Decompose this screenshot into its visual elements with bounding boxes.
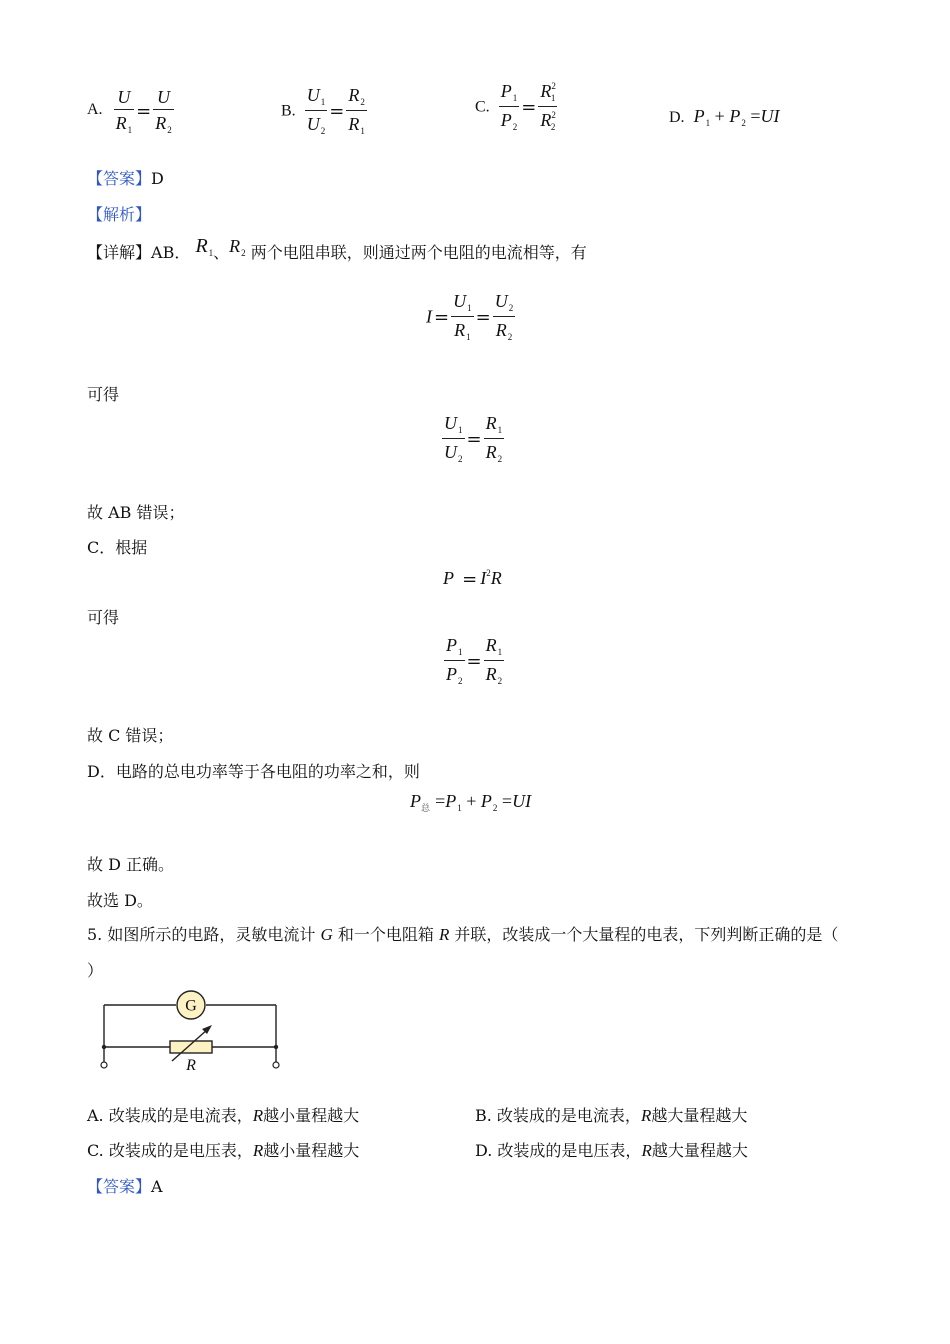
analysis-tag: 【解析】 [87, 205, 152, 224]
q5-option-c [87, 1138, 359, 1161]
detail-prefix: AB． [151, 243, 191, 262]
option-d [669, 106, 779, 128]
d-right: 故 D 正确。 [87, 855, 175, 874]
q5-option-a [87, 1103, 359, 1126]
q5-option-b-text1: B. 改装成的是电流表， [475, 1106, 641, 1125]
q5-option-c-text2: 越小量程越大 [263, 1141, 360, 1160]
option-d-label: D. [669, 109, 685, 126]
answer-value: D [151, 169, 164, 188]
option-a: A. $\frac{U}{R_1}$ = $\frac{U}{R_2}$ [87, 87, 172, 135]
q5-option-a-text2: 越小量程越大 [263, 1106, 360, 1125]
kede-2: 可得 [87, 608, 120, 627]
q5-option-c-r: R [252, 1141, 264, 1160]
q5-option-d [475, 1138, 748, 1161]
q5-answer-tag: 【答案】 [87, 1177, 152, 1196]
option-c-label: C. [475, 98, 490, 116]
option-a-label: A. [87, 101, 103, 118]
option-b-label: B. [281, 102, 296, 120]
circuit-diagram [96, 990, 286, 1075]
q5-answer [87, 1174, 163, 1197]
option-a-formula-left: $\frac{U}{R_1}$ [115, 87, 133, 135]
q5-stem-part1: 5. 如图所示的电路，灵敏电流计 [87, 925, 316, 944]
option-d-formula: $P_1 + P_2 =UI$ [693, 106, 780, 128]
ab-wrong: 故 AB 错误； [87, 503, 185, 522]
q5-option-d-r: R [641, 1141, 652, 1160]
resistor-box-icon [170, 1041, 212, 1053]
option-b: B. $\frac{U_1}{U_2}$ = $\frac{R_2}{R_1}$ [281, 85, 365, 136]
detail-text: 两个电阻串联，则通过两个电阻的电流相等，有 [250, 243, 587, 262]
detail-r2: $R_2$ [229, 236, 246, 258]
q5-stem-g: G [320, 925, 333, 944]
q5-option-c-text1: C. 改装成的是电压表， [87, 1141, 253, 1160]
galvanometer-label: G [185, 997, 197, 1015]
detail-tag: 【详解】 [87, 243, 152, 262]
detail-r1: $R_1$ [195, 235, 214, 258]
q5-option-a-r: R [252, 1106, 264, 1125]
q5-answer-value: A [151, 1177, 163, 1196]
q4-detail [87, 235, 587, 264]
option-c: C. $\frac{P_1}{P_2}$ = $\frac{R^2_1}{R^2_2}$ [475, 81, 556, 132]
p-total-sub: 总 [421, 804, 431, 814]
kede-1: 可得 [87, 385, 120, 404]
option-c-formula-right: $\frac{R^2_1}{R^2_2}$ [540, 81, 556, 132]
q5-option-d-text2: 越大量程越大 [651, 1141, 748, 1160]
d-text: D．电路的总电功率等于各电阻的功率之和，则 [87, 762, 420, 781]
terminal-left [101, 1062, 107, 1068]
detail-sep: 、 [213, 243, 230, 262]
q5-stem [87, 922, 838, 945]
c-label: C．根据 [87, 538, 148, 557]
q5-option-a-text1: A. 改装成的是电流表， [87, 1106, 253, 1125]
choose-d: 故选 D。 [87, 891, 153, 910]
q5-option-d-text1: D. 改装成的是电压表， [475, 1141, 642, 1160]
option-c-formula-left: $\frac{P_1}{P_2}$ [500, 81, 518, 132]
option-a-formula-right: $\frac{U}{R_2}$ [155, 87, 172, 135]
c-wrong: 故 C 错误； [87, 726, 174, 745]
q5-stem-close: ） [87, 961, 104, 980]
junction-right [274, 1045, 278, 1049]
equation-voltage-ratio: $\frac{U_1}{U_2}$ = $\frac{R_1}{R_2}$ [444, 413, 503, 464]
q5-stem-part3: 并联，改装成一个大量程的电表，下列判断正确的是（ [454, 925, 839, 944]
q5-stem-part2: 和一个电阻箱 [337, 925, 434, 944]
q5-option-b-text2: 越大量程越大 [651, 1106, 748, 1125]
terminal-right [273, 1062, 279, 1068]
equation-total-power: $P_总 =P_1 + P_2 =UI$ [410, 791, 532, 814]
option-b-formula-left: $\frac{U_1}{U_2}$ [306, 85, 326, 136]
q4-answer [87, 166, 164, 189]
q5-stem-r: R [438, 925, 450, 944]
equation-current: I = $\frac{U_1}{R_1}$ = $\frac{U_2}{R_2}$ [426, 291, 514, 342]
answer-tag: 【答案】 [87, 169, 152, 188]
equation-power-ratio: $\frac{P_1}{P_2}$ = $\frac{R_1}{R_2}$ [446, 635, 503, 686]
resistor-label: R [186, 1057, 196, 1074]
junction-left [102, 1045, 106, 1049]
q5-option-b-r: R [640, 1106, 652, 1125]
equation-power: $P = I^2R$ [443, 568, 502, 590]
q4-analysis-tag [87, 202, 151, 225]
option-b-formula-right: $\frac{R_2}{R_1}$ [348, 85, 365, 136]
q5-option-b [475, 1103, 747, 1126]
